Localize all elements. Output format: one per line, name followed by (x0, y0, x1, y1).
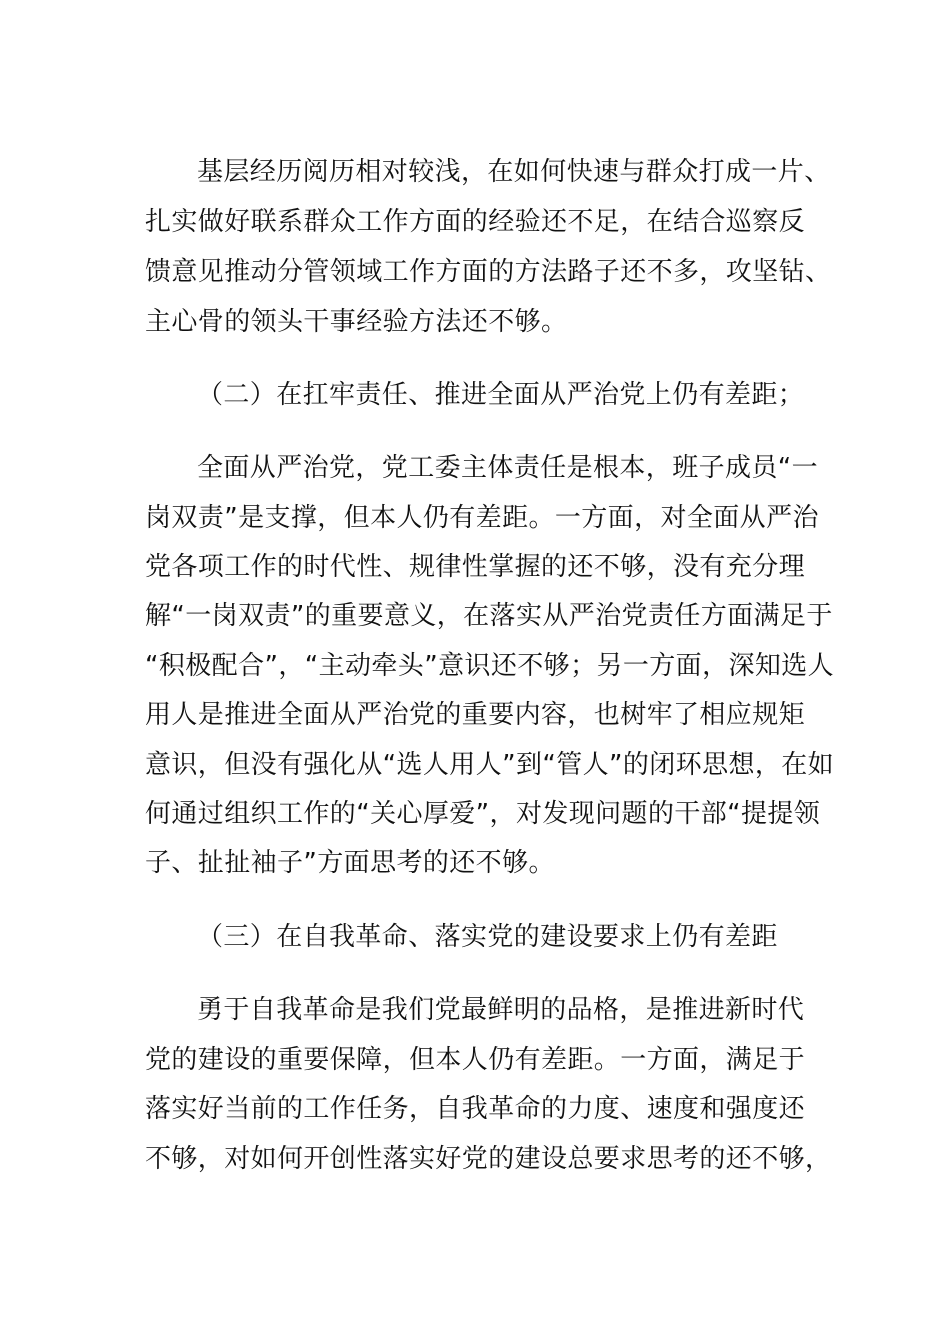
paragraph-3-line-4: 不够，对如何开创性落实好党的建设总要求思考的还不够， (145, 1144, 832, 1174)
paragraph-2-line-4: 解“一岗双责”的重要意义，在落实从严治党责任方面满足于 (145, 601, 833, 631)
paragraph-1-line-2: 扎实做好联系群众工作方面的经验还不足，在结合巡察反 (145, 207, 806, 237)
paragraph-2-line-8: 何通过组织工作的“关心厚爱”，对发现问题的干部“提提领 (145, 799, 821, 829)
paragraph-2-line-2: 岗双责”是支撑，但本人仍有差距。一方面，对全面从严治 (145, 503, 819, 533)
paragraph-2-line-5: “积极配合”，“主动牵头”意识还不够；另一方面，深知选人 (145, 651, 835, 681)
paragraph-3-line-1: 勇于自我革命是我们党最鲜明的品格，是推进新时代 (197, 995, 805, 1025)
paragraph-3-line-3: 落实好当前的工作任务，自我革命的力度、速度和强度还 (145, 1094, 806, 1124)
paragraph-2-line-9: 子、扯扯袖子”方面思考的还不够。 (145, 848, 555, 878)
section-heading-2: （二）在扛牢责任、推进全面从严治党上仍有差距； (197, 380, 805, 410)
paragraph-1-line-3: 馈意见推动分管领域工作方面的方法路子还不多，攻坚钻、 (145, 257, 832, 287)
paragraph-1-line-1: 基层经历阅历相对较浅，在如何快速与群众打成一片、 (197, 157, 831, 187)
section-heading-3: （三）在自我革命、落实党的建设要求上仍有差距 (197, 922, 778, 952)
paragraph-2-line-1: 全面从严治党，党工委主体责任是根本，班子成员“一 (197, 453, 819, 483)
paragraph-2-line-3: 党各项工作的时代性、规律性掌握的还不够，没有充分理 (145, 552, 806, 582)
paragraph-2-line-7: 意识，但没有强化从“选人用人”到“管人”的闭环思想，在如 (145, 750, 835, 780)
paragraph-2-line-6: 用人是推进全面从严治党的重要内容，也树牢了相应规矩 (145, 700, 806, 730)
paragraph-3-line-2: 党的建设的重要保障，但本人仍有差距。一方面，满足于 (145, 1045, 806, 1075)
paragraph-1-line-4: 主心骨的领头干事经验方法还不够。 (145, 307, 568, 337)
